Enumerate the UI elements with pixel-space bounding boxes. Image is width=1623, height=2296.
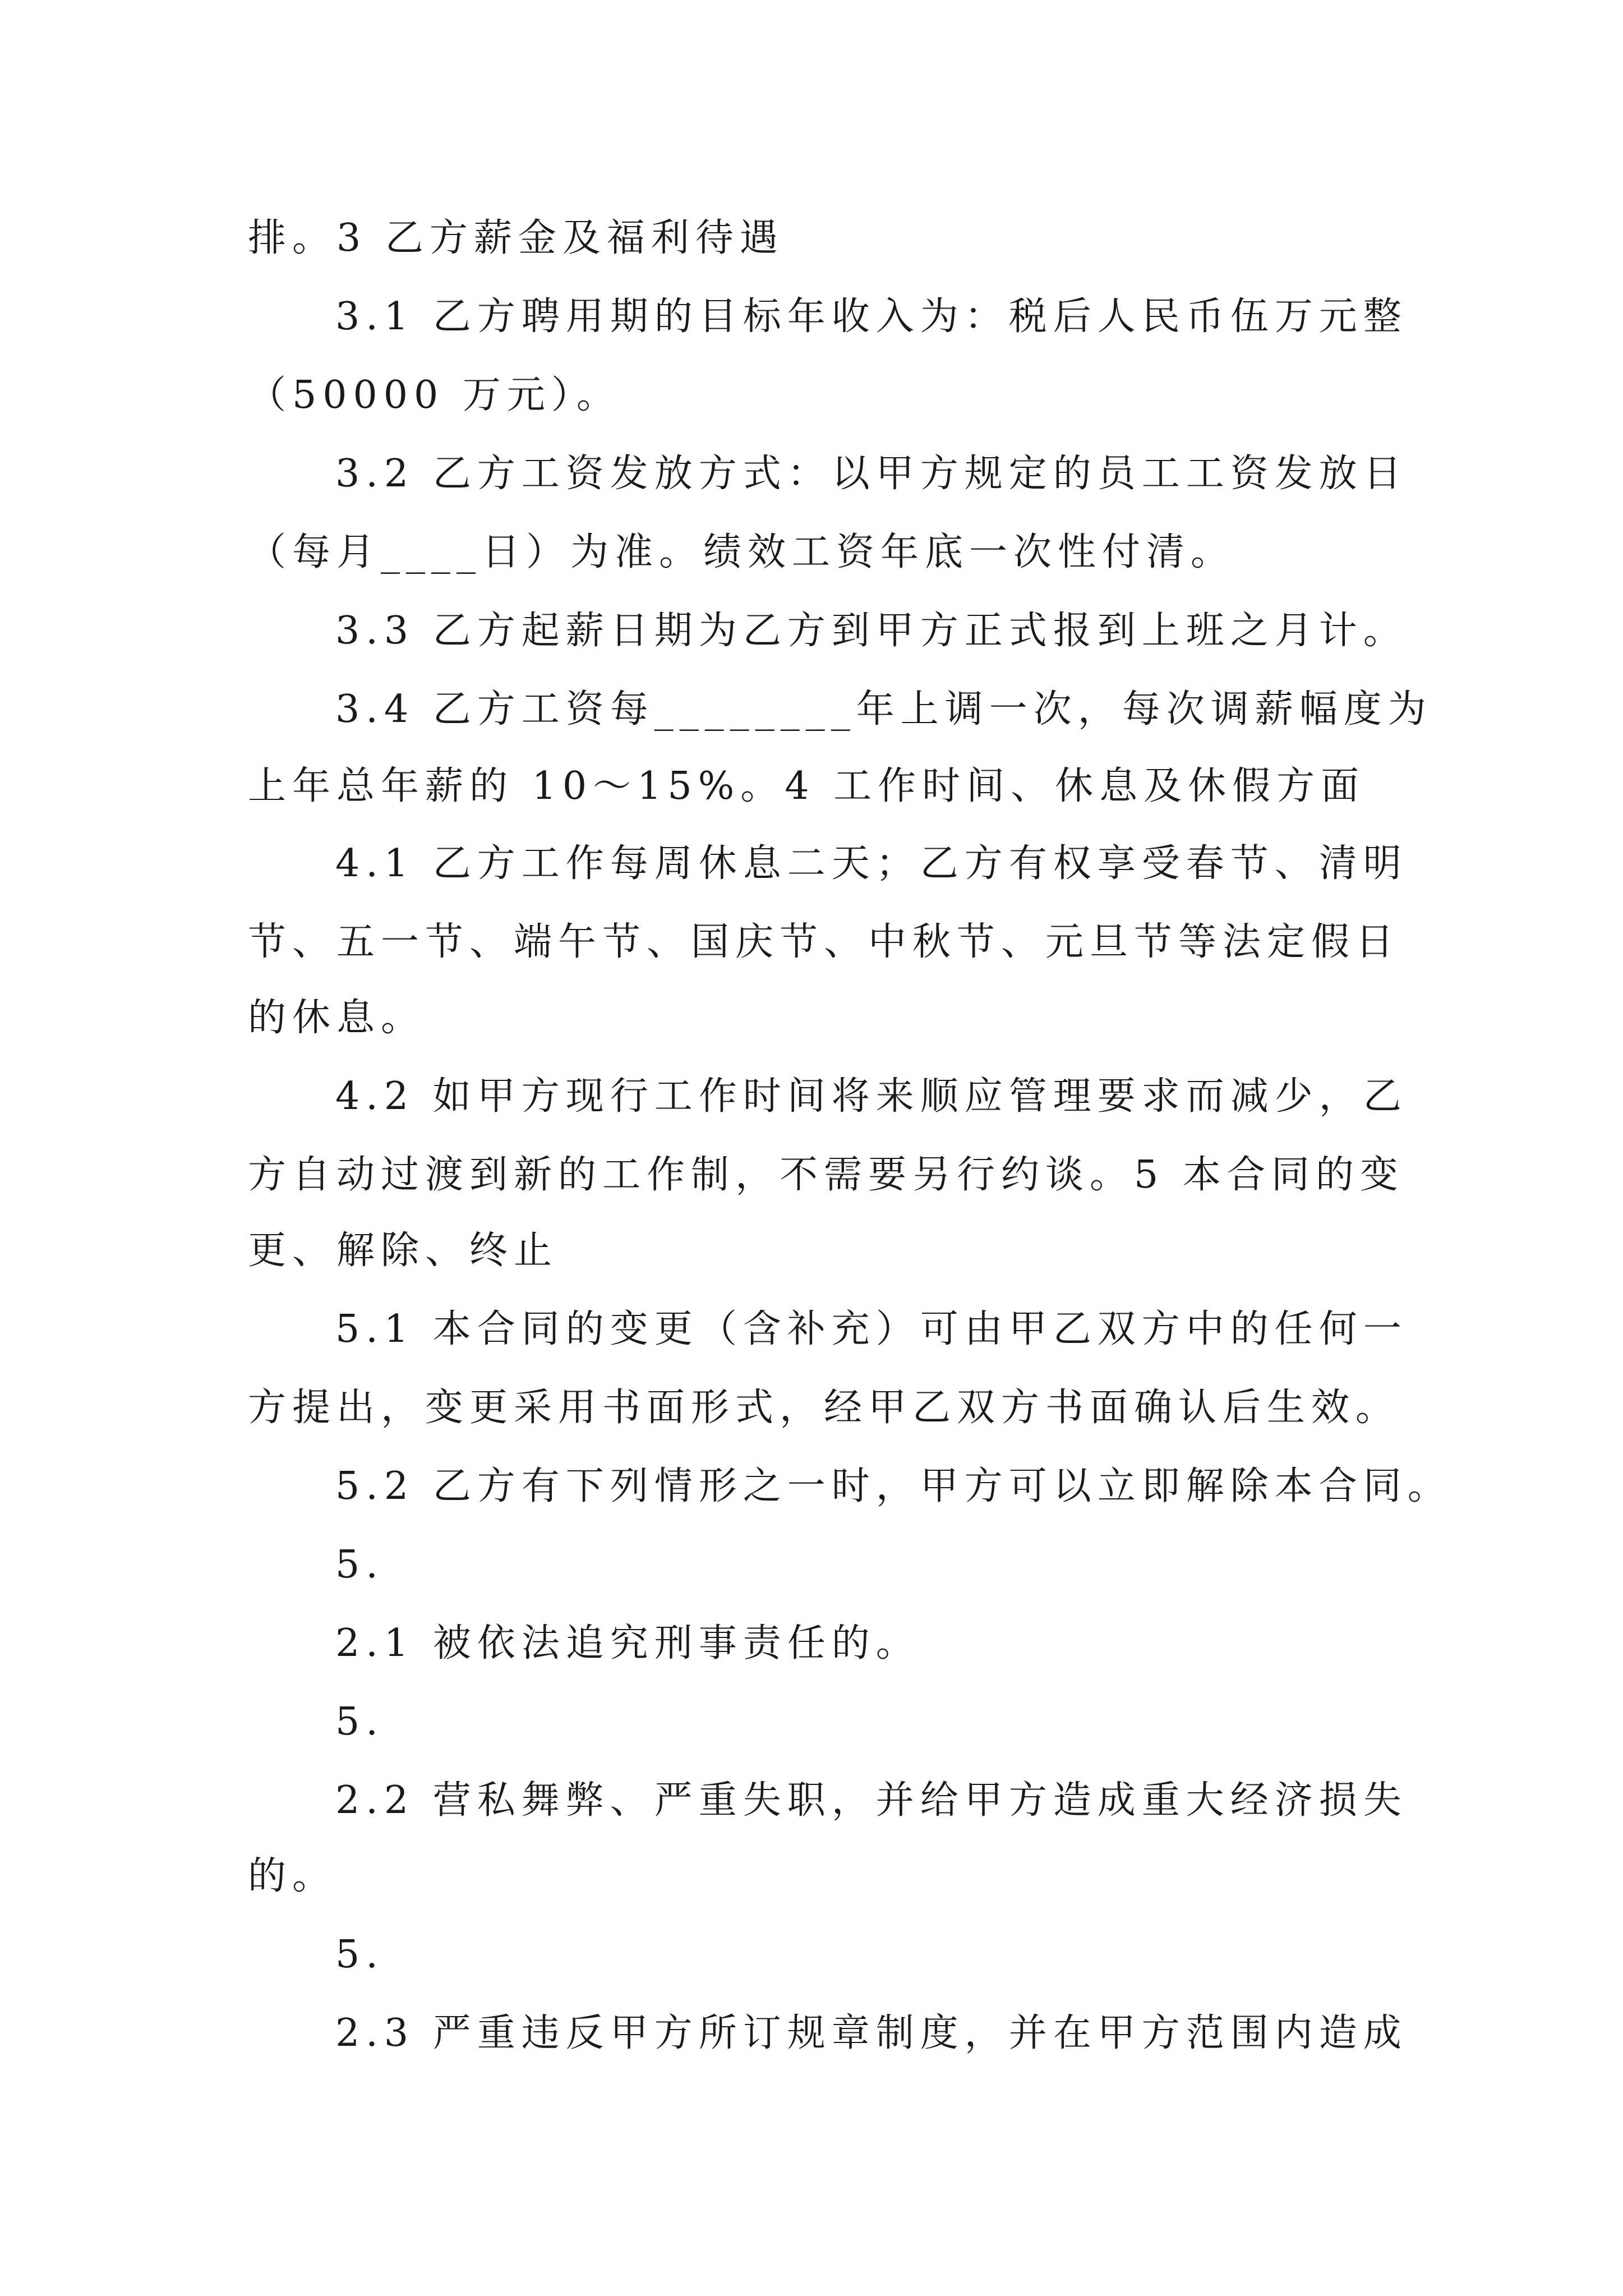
text-line: 3.1 乙方聘用期的目标年收入为：税后人民币伍万元整	[335, 295, 1408, 339]
text-line: 5.2 乙方有下列情形之一时，甲方可以立即解除本合同。	[335, 1464, 1452, 1508]
text-line: 更、解除、终止	[248, 1228, 559, 1273]
text-line: 2.3 严重违反甲方所订规章制度，并在甲方范围内造成	[335, 2011, 1408, 2055]
text-line: 3.4 乙方工资每________年上调一次，每次调薪幅度为	[335, 687, 1432, 731]
text-line: 方提出，变更采用书面形式，经甲乙双方书面确认后生效。	[248, 1386, 1400, 1430]
text-line: 5.	[335, 1543, 384, 1587]
text-line: 排。3 乙方薪金及福利待遇	[248, 216, 784, 260]
text-line: 的。	[248, 1854, 337, 1898]
text-line: 的休息。	[248, 996, 426, 1040]
text-line: 4.2 如甲方现行工作时间将来顺应管理要求而减少，乙	[335, 1074, 1408, 1119]
text-line: 2.2 营私舞弊、严重失职，并给甲方造成重大经济损失	[335, 1778, 1408, 1823]
text-line: 4.1 乙方工作每周休息二天；乙方有权享受春节、清明	[335, 841, 1408, 886]
text-line: 节、五一节、端午节、国庆节、中秋节、元旦节等法定假日	[248, 920, 1400, 964]
text-line: 3.2 乙方工资发放方式：以甲方规定的员工工资发放日	[335, 452, 1408, 496]
text-line: （50000 万元）。	[248, 373, 621, 417]
text-line: 方自动过渡到新的工作制，不需要另行约谈。5 本合同的变	[248, 1153, 1404, 1197]
text-line: 3.3 乙方起薪日期为乙方到甲方正式报到上班之月计。	[335, 609, 1408, 653]
text-line: 5.1 本合同的变更（含补充）可由甲乙双方中的任何一	[335, 1307, 1408, 1351]
text-line: 5.	[335, 1700, 384, 1744]
text-line: 5.	[335, 1932, 384, 1977]
text-line: 2.1 被依法追究刑事责任的。	[335, 1621, 920, 1665]
text-line: 上年总年薪的 10～15%。4 工作时间、休息及休假方面	[248, 764, 1366, 808]
text-line: （每月____日）为准。绩效工资年底一次性付清。	[248, 530, 1235, 574]
